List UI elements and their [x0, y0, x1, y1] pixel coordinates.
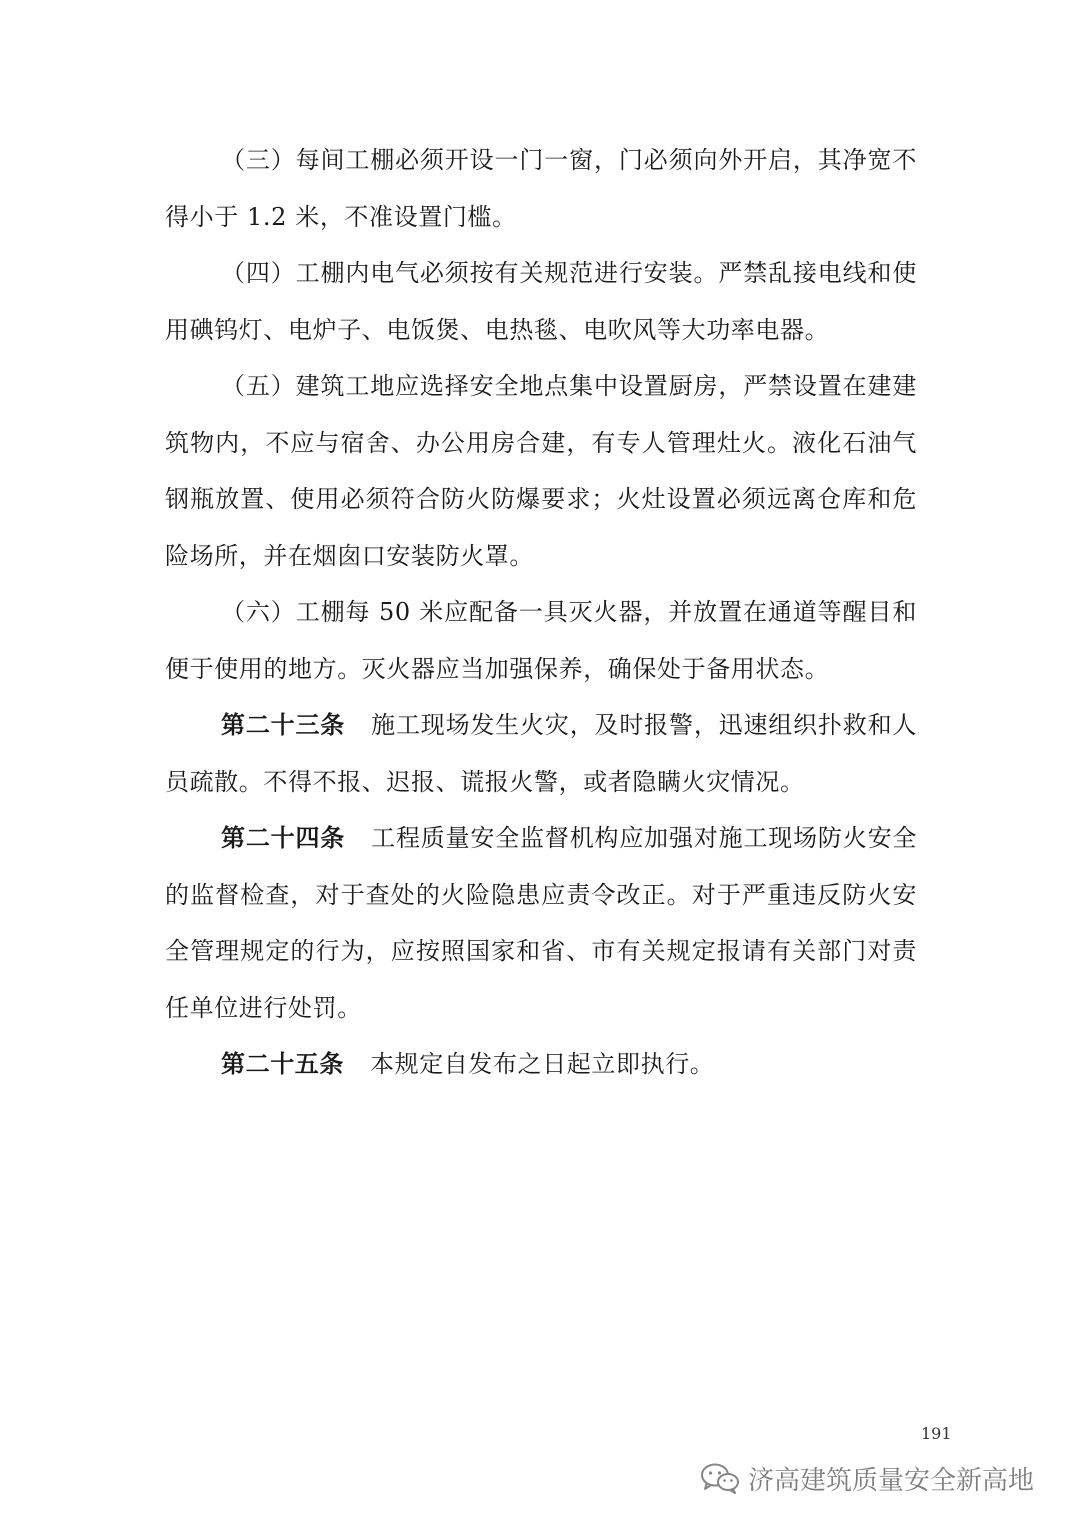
watermark-text: 济高建筑质量安全新高地 [748, 1465, 1035, 1496]
article-25 [165, 1036, 917, 1093]
watermark [700, 1458, 1034, 1498]
wechat-icon [700, 1462, 740, 1494]
article-text: 本规定自发布之日起立即执行。 [370, 1050, 715, 1078]
document-body [165, 132, 917, 1093]
article-text: 施工现场发生火灾，及时报警，迅速组织扑救和人员疏散。不得不报、迟报、谎报火警，或者隐瞒火灾情况。 [165, 711, 918, 796]
article-number: 第二十三条 [221, 710, 346, 739]
article-number: 第二十五条 [221, 1049, 344, 1078]
article-24 [165, 810, 917, 1036]
article-text: 工程质量安全监督机构应加强对施工现场防火安全的监督检查，对于查处的火险隐患应责令改正。对于严重违反防火安全管理规定的行为，应按照国家和省、市有关规定报请有关部门对责任单位进行处罚。 [165, 824, 918, 1022]
paragraph-clause-5: （五）建筑工地应选择安全地点集中设置厨房，严禁设置在建建筑物内，不应与宿舍、办公用房合建，有专人管理灶火。液化石油气钢瓶放置、使用必须符合防火防爆要求；火灶设置必须远离仓库和危险场所，并在烟囱口安装防火罩。 [165, 372, 917, 570]
paragraph-clause-6: （六）工棚每 50 米应配备一具灭火器，并放置在通道等醒目和便于使用的地方。灭火器应当加强保养，确保处于备用状态。 [165, 598, 917, 683]
article-number: 第二十四条 [221, 823, 346, 852]
page-number: 191 [921, 1424, 952, 1443]
article-23 [165, 697, 917, 810]
paragraph-clause-4: （四）工棚内电气必须按有关规范进行安装。严禁乱接电线和使用碘钨灯、电炉子、电饭煲、电热毯、电吹风等大功率电器。 [165, 259, 917, 344]
paragraph-clause-3: （三）每间工棚必须开设一门一窗，门必须向外开启，其净宽不得小于 1.2 米，不准设置门槛。 [165, 146, 917, 231]
